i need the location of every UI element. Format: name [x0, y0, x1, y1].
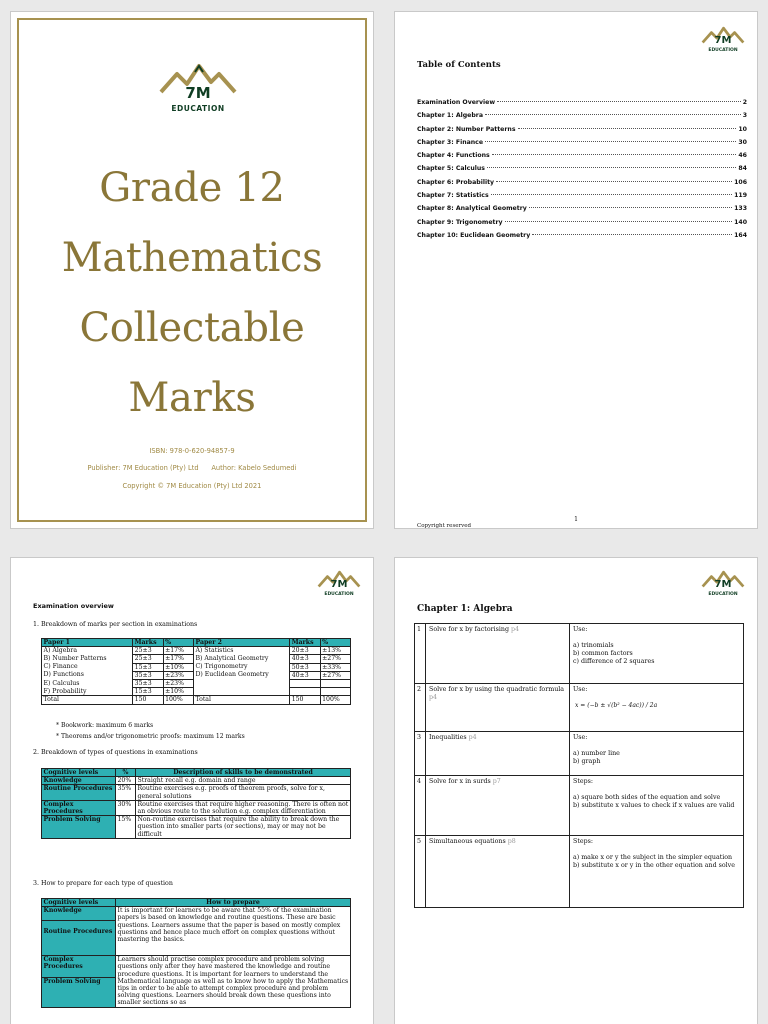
toc-leader-dots: [492, 154, 737, 155]
page-reference[interactable]: p4: [468, 734, 477, 741]
prep-text-1: It is important for learners to be aware that 55% of the examination papers is based on knowledge and routine questions. These are basic questions. Learners assume that the paper is based on mostly complex questions and hence place much effort on complex questions without mastering the basics.: [116, 907, 351, 956]
method-step: a) number line: [573, 750, 620, 757]
table-cell: ±27%: [320, 655, 350, 663]
toc-list: [417, 99, 747, 245]
page-reference[interactable]: p4: [510, 626, 520, 633]
row-number: 5: [415, 836, 426, 908]
table-cell: ±27%: [320, 671, 350, 679]
toc-leader-dots: [529, 207, 732, 208]
table-cell: B) Analytical Geometry: [193, 655, 289, 663]
table-cell: ±17%: [163, 655, 193, 663]
section-2-heading: 2. Breakdown of types of questions in examinations: [33, 749, 198, 756]
toc-entry[interactable]: [417, 219, 747, 232]
level-cell-group-1: [42, 907, 116, 956]
logo-brand: 7M: [330, 579, 348, 590]
toc-entry[interactable]: [417, 192, 747, 205]
toc-entry-label: Chapter 6: Probability: [417, 178, 495, 186]
table-cell: C) Trigonometry: [193, 663, 289, 671]
table-cell: ±13%: [320, 647, 350, 655]
method-step: b) substitute x or y in the other equation and solve: [573, 862, 735, 869]
table-cell: E) Calculus: [42, 680, 133, 688]
table-cell: 100%: [320, 696, 350, 704]
table-row: [42, 671, 351, 679]
row-number: 4: [415, 776, 426, 836]
note-bookwork: * Bookwork: maximum 6 marks: [56, 722, 154, 729]
toc-entry[interactable]: [417, 112, 747, 125]
table-cell: 100%: [163, 696, 193, 704]
toc-entry-label: Chapter 1: Algebra: [417, 112, 484, 120]
method-cell: [570, 732, 744, 776]
toc-entry-page: 2: [742, 99, 747, 106]
method-heading: Use:: [573, 734, 588, 741]
table-row: [42, 785, 351, 800]
table-cell: 20±3: [290, 647, 320, 655]
toc-entry[interactable]: [417, 152, 747, 165]
marks-table: [41, 638, 351, 705]
toc-entry[interactable]: [417, 139, 747, 152]
level-complex: Complex Procedures: [42, 956, 115, 978]
algebra-row: [415, 732, 744, 776]
toc-leader-dots: [485, 114, 741, 115]
cover-publisher: Publisher: 7M Education (Pty) Ltd: [87, 464, 199, 472]
toc-entry[interactable]: [417, 179, 747, 192]
logo-sub: EDUCATION: [324, 592, 354, 597]
skill-description: Routine exercises e.g. proofs of theorem proofs, solve for x, general solutions: [136, 785, 351, 800]
toc-leader-dots: [496, 181, 732, 182]
cover-page: [10, 11, 374, 529]
toc-leader-dots: [487, 167, 736, 168]
section-1-heading: 1. Breakdown of marks per section in examinations: [33, 621, 198, 628]
level-percent: 20%: [116, 777, 136, 785]
method-cell: [570, 836, 744, 908]
table-cell: 25±3: [133, 647, 163, 655]
table-row: [42, 696, 351, 704]
algebra-page: [394, 557, 758, 1024]
exam-title: Examination overview: [33, 602, 114, 610]
table-row: [42, 680, 351, 688]
level-percent: 35%: [116, 785, 136, 800]
toc-entry-page: 3: [742, 112, 747, 120]
algebra-row: [415, 836, 744, 908]
toc-leader-dots: [491, 194, 732, 195]
table-cell: [193, 680, 289, 688]
toc-entry-page: 46: [738, 152, 747, 160]
col-header: Cognitive levels: [42, 769, 116, 777]
publisher-logo-small: [699, 570, 747, 600]
table-cell: C) Finance: [42, 663, 133, 671]
col-header: Paper 2: [193, 639, 289, 647]
logo-brand: 7M: [714, 579, 732, 590]
preparation-table: [41, 898, 351, 1008]
algebra-table: [414, 623, 744, 908]
table-row: [42, 663, 351, 671]
toc-entry-label: Chapter 5: Calculus: [417, 165, 485, 173]
logo-sub: EDUCATION: [171, 104, 225, 113]
topic-text: Solve for x by using the quadratic formula: [429, 686, 565, 693]
col-header: How to prepare: [116, 899, 351, 907]
toc-entry-page: 119: [734, 192, 747, 200]
table-cell: Total: [42, 696, 133, 704]
topic-text: Inequalities: [429, 734, 467, 741]
method-cell: [570, 624, 744, 684]
table-cell: 50±3: [290, 663, 320, 671]
page-reference[interactable]: p7: [492, 778, 501, 785]
table-cell: Total: [193, 696, 289, 704]
method-cell: [570, 776, 744, 836]
cognitive-level: Knowledge: [42, 777, 116, 785]
col-header: %: [116, 769, 136, 777]
col-header: Description of skills to be demonstrated: [136, 769, 351, 777]
page-number: 1: [574, 516, 578, 523]
publisher-logo: [159, 62, 237, 122]
table-cell: ±23%: [163, 680, 193, 688]
table-cell: D) Euclidean Geometry: [193, 671, 289, 679]
level-percent: 30%: [116, 800, 136, 815]
table-cell: B) Number Patterns: [42, 655, 133, 663]
method-step: b) substitute x values to check if x values are valid: [573, 802, 735, 809]
toc-entry-label: Chapter 10: Euclidean Geometry: [417, 231, 531, 239]
copyright-note: Copyright reserved: [417, 523, 472, 529]
table-cell: 150: [290, 696, 320, 704]
table-cell: 40±3: [290, 671, 320, 679]
table-cell: [193, 688, 289, 696]
logo-sub: EDUCATION: [708, 48, 738, 53]
toc-entry-page: 84: [738, 165, 747, 173]
topic-cell: [426, 624, 570, 684]
table-row: [42, 777, 351, 785]
table-cell: [320, 688, 350, 696]
table-cell: 35±3: [133, 671, 163, 679]
method-step: b) graph: [573, 758, 601, 765]
table-cell: D) Functions: [42, 671, 133, 679]
toc-leader-dots: [485, 141, 736, 142]
table-row: [42, 688, 351, 696]
note-theorems: * Theorems and/or trigonometric proofs: maximum 12 marks: [56, 733, 245, 740]
table-row: [42, 655, 351, 663]
cover-title-line-4: Marks: [128, 375, 256, 421]
col-header: %: [163, 639, 193, 647]
toc-entry-page: 106: [734, 178, 747, 186]
table-cell: A) Algebra: [42, 647, 133, 655]
row-number: 3: [415, 732, 426, 776]
toc-entry-page: 164: [734, 231, 747, 239]
method-heading: Steps:: [573, 838, 593, 845]
cognitive-level: Routine Procedures: [42, 785, 116, 800]
level-percent: 15%: [116, 816, 136, 839]
table-cell: ±10%: [163, 663, 193, 671]
cognitive-level: Problem Solving: [42, 816, 116, 839]
table-cell: ±23%: [163, 671, 193, 679]
topic-cell: [426, 776, 570, 836]
toc-entry-label: Chapter 2: Number Patterns: [417, 125, 516, 133]
toc-entry-page: 10: [738, 125, 747, 133]
cover-isbn: ISBN: 978-0-620-94857-9: [149, 447, 235, 455]
toc-leader-dots: [505, 221, 732, 222]
row-number: 1: [415, 624, 426, 684]
toc-leader-dots: [497, 101, 741, 102]
table-cell: [290, 688, 320, 696]
toc-page: [394, 11, 758, 529]
toc-entry[interactable]: [417, 165, 747, 178]
table-row: [42, 647, 351, 655]
col-header: Cognitive levels: [42, 899, 116, 907]
col-header: Marks: [290, 639, 320, 647]
table-cell: [290, 680, 320, 688]
logo-brand: 7M: [714, 35, 732, 46]
method-step: a) make x or y the subject in the simpler equation: [573, 854, 733, 861]
table-row: [42, 800, 351, 815]
section-3-heading: 3. How to prepare for each type of question: [33, 880, 173, 887]
page-reference[interactable]: p4: [429, 694, 438, 701]
publisher-logo-small: [699, 26, 747, 56]
prep-text-2: Learners should practise complex procedure and problem solving questions only after they have mastered the knowledge and routine procedure questions. It is important for learners to understand the Mathematical language as well as to know how to apply the Mathematics tips in order to be able to attempt complex procedure and problem solving questions. Learners should break down these questions into smaller sections so as: [116, 956, 351, 1007]
method-cell: [570, 684, 744, 732]
table-cell: ±17%: [163, 647, 193, 655]
exam-overview-page: [10, 557, 374, 1024]
table-cell: [320, 680, 350, 688]
skill-description: Straight recall e.g. domain and range: [136, 777, 351, 785]
toc-entry-label: Chapter 3: Finance: [417, 138, 484, 146]
topic-text: Solve for x by factorising: [429, 626, 509, 633]
level-knowledge: Knowledge: [42, 907, 115, 921]
topic-cell: [426, 684, 570, 732]
skill-description: Non-routine exercises that require the ability to break down the question into smaller parts (or sections), may or may not be difficult: [136, 816, 351, 839]
cover-title-line-1: Grade 12: [99, 165, 285, 211]
toc-entry-page: 140: [734, 218, 747, 226]
level-cell-group-2: [42, 956, 116, 1007]
toc-leader-dots: [518, 128, 737, 129]
toc-heading: Table of Contents: [417, 60, 501, 70]
table-cell: 40±3: [290, 655, 320, 663]
toc-entry[interactable]: [417, 232, 747, 245]
toc-entry-label: Chapter 4: Functions: [417, 152, 490, 160]
cognitive-level: Complex Procedures: [42, 800, 116, 815]
topic-text: Simultaneous equations: [429, 838, 506, 845]
method-heading: Steps:: [573, 778, 593, 785]
table-cell: 15±3: [133, 688, 163, 696]
chapter-title: Chapter 1: Algebra: [417, 604, 513, 614]
level-routine: Routine Procedures: [43, 928, 113, 936]
table-cell: 15±3: [133, 663, 163, 671]
table-cell: 35±3: [133, 680, 163, 688]
col-header: Paper 1: [42, 639, 133, 647]
col-header: Marks: [133, 639, 163, 647]
method-heading: Use:: [573, 626, 588, 633]
cover-title-line-3: Collectable: [79, 305, 305, 351]
cover-title-line-2: Mathematics: [61, 235, 323, 281]
table-cell: ±10%: [163, 688, 193, 696]
quadratic-formula: x = (−b ± √(b² − 4ac)) / 2a: [575, 702, 658, 709]
toc-entry-label: Chapter 8: Analytical Geometry: [417, 205, 527, 213]
algebra-row: [415, 624, 744, 684]
table-cell: 25±3: [133, 655, 163, 663]
cover-author: Author: Kabelo Sedumedi: [211, 464, 297, 472]
method-step: a) trinomials: [573, 642, 614, 649]
logo-sub: EDUCATION: [708, 592, 738, 597]
toc-entry[interactable]: [417, 205, 747, 218]
col-header: %: [320, 639, 350, 647]
topic-cell: [426, 836, 570, 908]
cognitive-levels-table: [41, 768, 351, 839]
table-cell: A) Statistics: [193, 647, 289, 655]
logo-brand: 7M: [185, 84, 211, 102]
toc-entry[interactable]: [417, 126, 747, 139]
toc-entry-label: Examination Overview: [417, 99, 496, 106]
cover-copyright: Copyright © 7M Education (Pty) Ltd 2021: [122, 482, 262, 490]
toc-entry[interactable]: [417, 99, 747, 112]
method-step: b) common factors: [573, 650, 633, 657]
toc-entry-label: Chapter 7: Statistics: [417, 192, 489, 200]
toc-entry-label: Chapter 9: Trigonometry: [417, 218, 503, 226]
skill-description: Routine exercises that require higher reasoning. There is often not an obvious route to the solution e.g. complex differentiation: [136, 800, 351, 815]
toc-leader-dots: [532, 234, 732, 235]
publisher-logo-small: [315, 570, 363, 600]
level-problem-solving: Problem Solving: [43, 978, 101, 986]
topic-text: Solve for x in surds: [429, 778, 491, 785]
method-step: c) difference of 2 squares: [573, 658, 655, 665]
algebra-row: [415, 776, 744, 836]
method-step: a) square both sides of the equation and solve: [573, 794, 721, 801]
table-cell: 150: [133, 696, 163, 704]
toc-entry-page: 30: [738, 138, 747, 146]
table-row: [42, 816, 351, 839]
row-number: 2: [415, 684, 426, 732]
method-heading: Use:: [573, 686, 588, 693]
page-reference[interactable]: p8: [507, 838, 516, 845]
table-cell: F) Probability: [42, 688, 133, 696]
table-cell: ±33%: [320, 663, 350, 671]
algebra-row: [415, 684, 744, 732]
toc-entry-page: 133: [734, 205, 747, 213]
cover-publisher-line: [11, 464, 373, 472]
topic-cell: [426, 732, 570, 776]
